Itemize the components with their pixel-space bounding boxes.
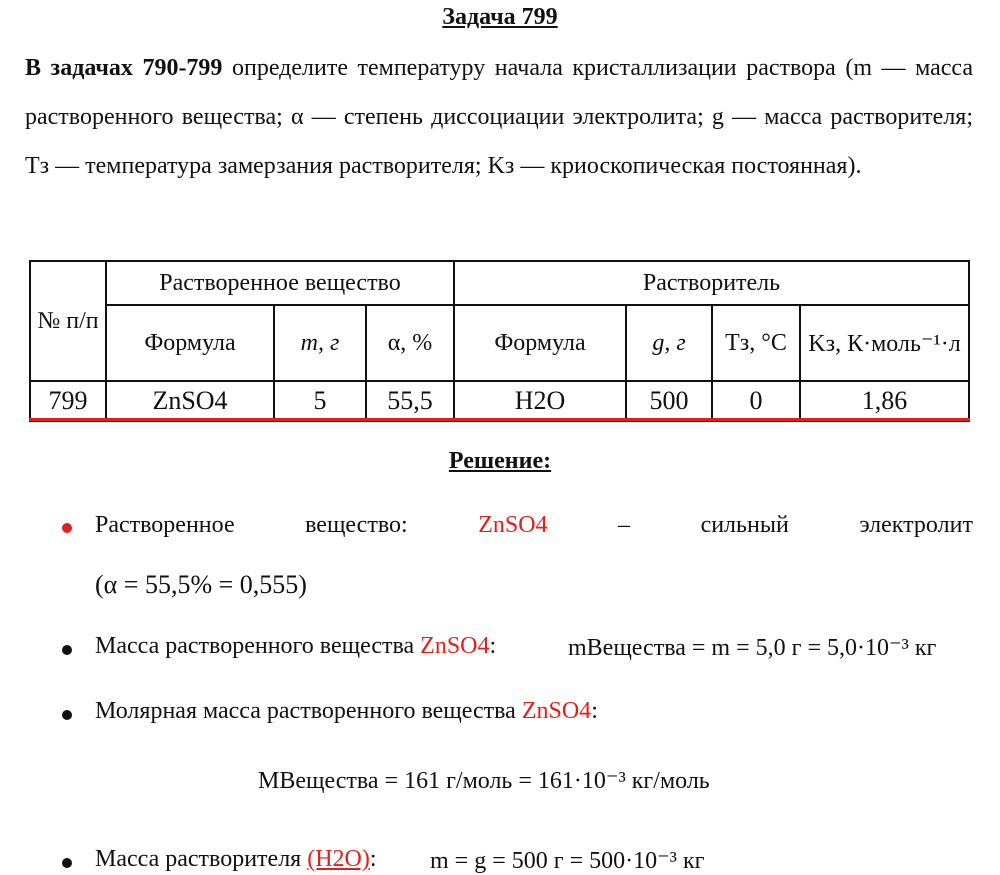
task-intro [25, 44, 973, 191]
solvent-header: Растворитель [454, 261, 969, 305]
solution-title: Решение: [448, 448, 552, 474]
b2-text: Масса растворенного вещества [95, 633, 421, 659]
col-formula2: Формула [454, 305, 626, 381]
cell-g: 500 [626, 381, 712, 421]
cell-alpha: 55,5 [366, 381, 454, 421]
b1-w3: ZnSO4 [478, 512, 548, 538]
b4-formula: m = g = 500 г = 500·10⁻³ кг [430, 848, 705, 874]
solute-header: Растворенное вещество [106, 261, 454, 305]
col-k: Kз, К·моль⁻¹·л [800, 305, 969, 381]
col-num-header: № п/п [30, 261, 106, 381]
col-g [626, 305, 712, 381]
bullet-1-text [95, 512, 973, 539]
col-alpha: α, % [366, 305, 454, 381]
table-underline [29, 418, 970, 421]
b1-w5: сильный [700, 512, 789, 538]
cell-solvent-formula: H2O [454, 381, 626, 421]
col-t: Tз, °C [712, 305, 800, 381]
b1-w6: электролит [859, 512, 973, 538]
task-table [29, 260, 970, 422]
cell-num: 799 [30, 381, 106, 421]
col-m-text: m, г [300, 329, 340, 356]
bullet-dot [62, 523, 72, 533]
b4-text: Масса растворителя [95, 846, 308, 872]
col-formula1: Формула [106, 305, 274, 381]
bullet-4-text [95, 846, 377, 873]
bullet-3-text [95, 698, 598, 725]
bullet-dot [62, 710, 72, 720]
cell-m: 5 [274, 381, 366, 421]
b4-suffix: : [369, 846, 377, 872]
b4-red: (H2O) [307, 846, 370, 872]
intro-bold: В задачах 790-799 [25, 55, 223, 81]
bullet-2-text [95, 633, 496, 660]
bullet-dot [62, 645, 72, 655]
b3-formula: MВещества = 161 г/моль = 161·10⁻³ кг/моль [258, 768, 710, 794]
bullet-dot [62, 858, 72, 868]
b1-w4: – [618, 512, 631, 538]
b1-w2: вещество: [305, 512, 408, 538]
cell-t: 0 [712, 381, 800, 421]
b3-suffix: : [591, 698, 598, 724]
b2-suffix: : [489, 633, 497, 659]
col-m [274, 305, 366, 381]
cell-k: 1,86 [800, 381, 969, 421]
cell-solute-formula: ZnSO4 [106, 381, 274, 421]
b3-red: ZnSO4 [521, 698, 592, 724]
b1-w1: Растворенное [95, 512, 235, 538]
b2-red: ZnSO4 [420, 633, 490, 659]
intro-text: определите температуру начала кристаллизации раствора (m — масса растворенного вещества; α — степень диссоциации электролита; g — масса растворителя; Tз — температура замерзания растворителя; Kз — криоскопическая постоянная). [25, 55, 973, 179]
task-title: Задача 799 [442, 4, 558, 30]
b1-formula: (α = 55,5% = 0,555) [95, 570, 307, 599]
b2-formula: mВещества = m = 5,0 г = 5,0·10⁻³ кг [568, 635, 937, 661]
b3-text: Молярная масса растворенного вещества [95, 698, 522, 724]
col-g-text: g, г [652, 329, 686, 356]
